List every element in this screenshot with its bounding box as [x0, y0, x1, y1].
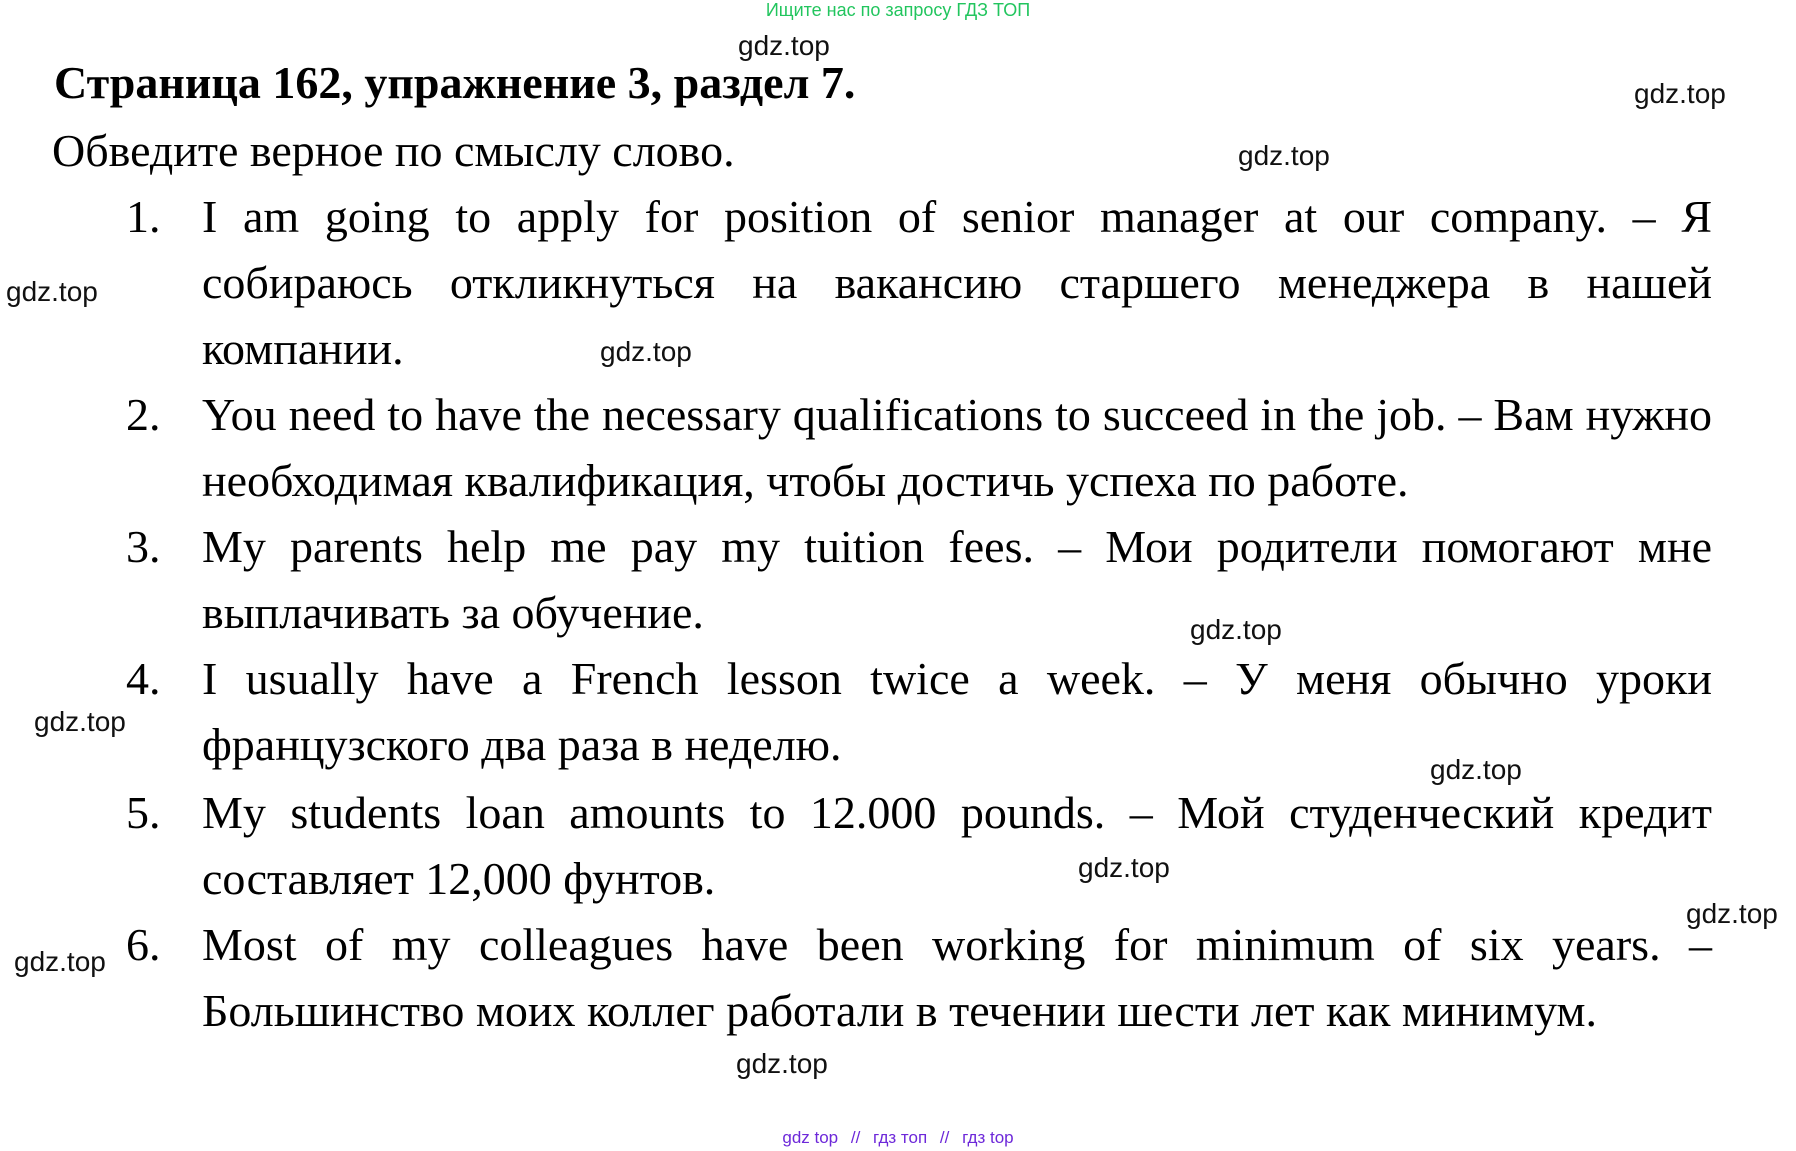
top-banner[interactable]: Ищите нас по запросу ГДЗ ТОП: [765, 0, 1031, 20]
bottom-link[interactable]: gdz top: [782, 1128, 839, 1147]
item-number: 1.: [126, 191, 161, 242]
watermark: gdz.top: [6, 276, 98, 307]
watermark: gdz.top: [738, 30, 830, 61]
instruction-text: Обведите верное по смыслу слово.: [52, 125, 735, 176]
item-text: My students loan amounts to 12.000 pounds. – Мой студенческий кредит составляет 12,000 фунтов.: [202, 787, 1712, 904]
watermark: gdz.top: [34, 706, 126, 737]
item-number: 5.: [126, 787, 161, 838]
item-text: Most of my colleagues have been working for minimum of six years. – Большинство моих коллег работали в течении шести лет как минимум.: [202, 919, 1712, 1036]
page-title: Страница 162, упражнение 3, раздел 7.: [54, 57, 856, 108]
separator: //: [939, 1128, 950, 1147]
bottom-link[interactable]: гдз топ: [873, 1128, 928, 1147]
watermark: gdz.top: [1634, 78, 1726, 109]
item-text: My parents help me pay my tuition fees. – Мои родители помогают мне выплачивать за обучение.: [202, 521, 1712, 638]
separator: //: [850, 1128, 861, 1147]
list-item: [126, 780, 1712, 912]
bottom-links: [0, 1128, 1796, 1148]
list-item: [126, 184, 1712, 382]
item-number: 4.: [126, 653, 161, 704]
bottom-link[interactable]: гдз top: [962, 1128, 1014, 1147]
list-item: [126, 514, 1712, 646]
watermark: gdz.top: [736, 1048, 828, 1079]
watermark: gdz.top: [1238, 140, 1330, 171]
item-number: 2.: [126, 389, 161, 440]
watermark: gdz.top: [1190, 614, 1282, 645]
item-text: I usually have a French lesson twice a week. – У меня обычно уроки французского два раза в неделю.: [202, 653, 1712, 770]
item-text: You need to have the necessary qualifications to succeed in the job. – Вам нужно необходимая квалификация, чтобы достичь успеха по работе.: [202, 389, 1712, 506]
watermark: gdz.top: [14, 946, 106, 977]
list-item: [126, 382, 1712, 514]
watermark: gdz.top: [1686, 898, 1778, 929]
watermark: gdz.top: [1430, 754, 1522, 785]
item-number: 3.: [126, 521, 161, 572]
item-number: 6.: [126, 919, 161, 970]
watermark: gdz.top: [1078, 852, 1170, 883]
list-item: [126, 912, 1712, 1044]
item-text: I am going to apply for position of senior manager at our company. – Я собираюсь откликнуться на вакансию старшего менеджера в нашей компании.: [202, 191, 1712, 374]
watermark: gdz.top: [600, 336, 692, 367]
